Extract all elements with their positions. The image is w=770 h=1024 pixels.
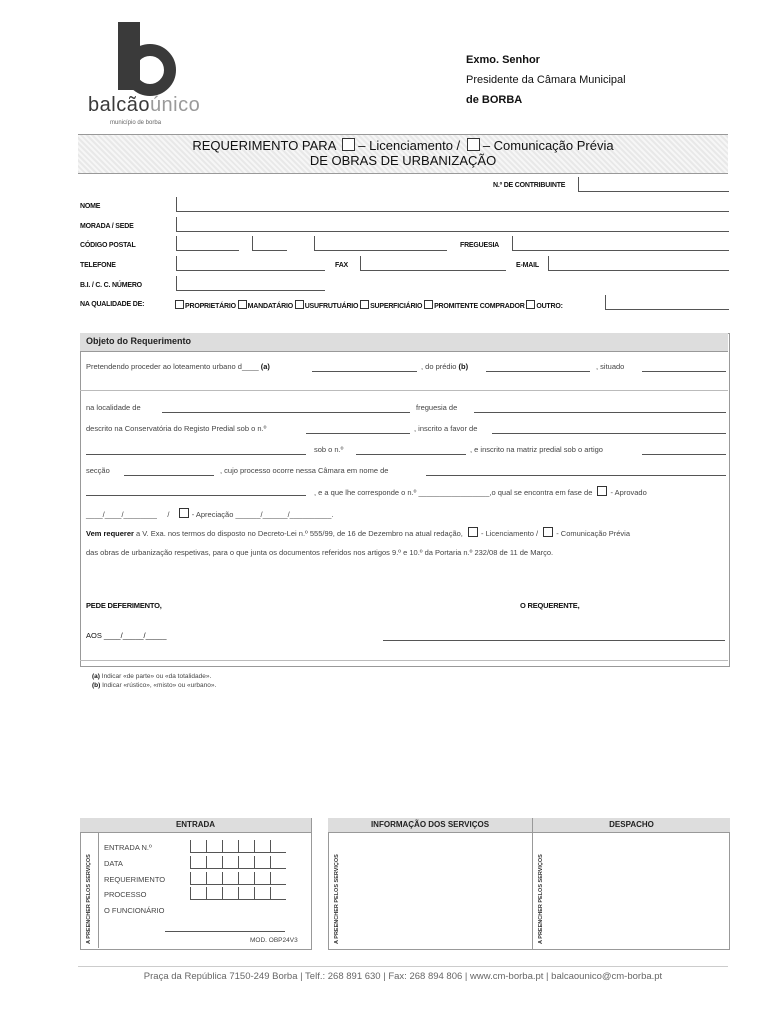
objeto-line1-end: , situado — [596, 362, 625, 371]
informacao-heading: INFORMAÇÃO DOS SERVIÇOS — [328, 818, 532, 833]
matriz-text: , e inscrito na matriz predial sob o artigo — [470, 445, 603, 454]
footer-contact: Praça da República 7150-249 Borba | Telf.: 268 891 630 | Fax: 268 894 806 | www.cm-borba.pt | balcaounico@cm-borba.pt — [78, 966, 728, 982]
obj-freguesia-input[interactable] — [474, 411, 726, 413]
title-option2: – Comunicação Prévia — [482, 138, 614, 153]
panel-divider — [532, 818, 533, 949]
obras-text: das obras de urbanização respetivas, para o que junta os documentos referidos nos artigos 9.º e 10.º da Portaria n.º 232/08 de 11 de Março. — [86, 548, 554, 557]
logo-subtitle: município de borba — [110, 120, 162, 126]
artigo-input[interactable] — [642, 453, 726, 455]
objeto-section — [80, 333, 730, 667]
aprovado-checkbox[interactable] — [597, 486, 607, 496]
option-superficiario: SUPERFICIÁRIO — [370, 303, 423, 310]
processo-label: PROCESSO — [104, 890, 147, 899]
corresponde-text: , e a que lhe corresponde o n.º _________________,o qual se encontra em fase de - Aprovado — [314, 488, 647, 497]
entrada-numero-label: ENTRADA N.º — [104, 843, 152, 852]
proprietario-checkbox[interactable] — [175, 300, 184, 309]
contribuinte-input[interactable] — [578, 177, 729, 192]
form-title — [78, 134, 728, 174]
recipient-block — [466, 50, 626, 110]
nome-input[interactable] — [176, 197, 729, 212]
balcao-unico-logo — [88, 22, 218, 132]
situado-input[interactable] — [642, 370, 726, 372]
conservatoria-text: descrito na Conservatória do Registo Predial sob o n.º — [86, 424, 267, 433]
comunicacao-checkbox[interactable] — [467, 138, 480, 151]
logo-name-accent: único — [149, 94, 201, 116]
despacho-heading: DESPACHO — [532, 818, 730, 833]
qualidade-label: NA QUALIDADE DE: — [80, 301, 145, 308]
inscrito-favor-input[interactable] — [492, 432, 726, 434]
localidade-input[interactable] — [314, 236, 447, 251]
fax-label: FAX — [335, 262, 349, 269]
objeto-header — [80, 333, 728, 352]
qualidade-options — [175, 300, 563, 310]
processo-nome-input[interactable] — [426, 474, 726, 476]
data-label: DATA — [104, 859, 123, 868]
req-comunicacao-checkbox[interactable] — [543, 527, 553, 537]
objeto-line1-mid: , do prédio (b) — [421, 362, 469, 371]
objeto-line1-start: Pretendendo proceder ao loteamento urbano d____ (a) — [86, 362, 270, 371]
seccao-text: secção — [86, 466, 110, 475]
bi-label: B.I. / C. C. NÚMERO — [80, 282, 142, 289]
title-line2: DE OBRAS DE URBANIZAÇÃO — [309, 153, 497, 168]
note-a: (a) Indicar «de parte» ou «da totalidade». — [92, 673, 212, 680]
morada-input[interactable] — [176, 217, 729, 232]
aos-date: AOS ____/_____/_____ — [86, 631, 167, 640]
superficiario-checkbox[interactable] — [360, 300, 369, 309]
obj-localidade-input[interactable] — [162, 411, 410, 413]
email-input[interactable] — [548, 256, 729, 271]
apreciacao-checkbox[interactable] — [179, 508, 189, 518]
informacao-input[interactable] — [346, 833, 528, 945]
morada-label: MORADA / SEDE — [80, 223, 134, 230]
licenciamento-checkbox[interactable] — [342, 138, 355, 151]
seccao-input[interactable] — [124, 474, 214, 476]
informacao-vertical-label: A PREENCHER PELOS SERVIÇOS — [334, 854, 340, 944]
freguesia-label: FREGUESIA — [460, 242, 500, 249]
requerente-label: O REQUERENTE, — [520, 601, 580, 610]
inscrito-favor-text: , inscrito a favor de — [414, 424, 478, 433]
freguesia-input[interactable] — [512, 236, 729, 251]
usufrutuario-checkbox[interactable] — [295, 300, 304, 309]
option-promitente: PROMITENTE COMPRADOR — [434, 303, 525, 310]
promitente-checkbox[interactable] — [424, 300, 433, 309]
option-outro: OUTRO: — [536, 303, 563, 310]
tipo-predio-input[interactable] — [486, 370, 590, 372]
fax-input[interactable] — [360, 256, 506, 271]
option-mandatario: MANDATÁRIO — [247, 303, 293, 310]
option-proprietario: PROPRIETÁRIO — [185, 303, 236, 310]
option-usufrutuario: USUFRUTUÁRIO — [304, 303, 359, 310]
processo-nome-cont-input[interactable] — [86, 494, 306, 496]
localidade-text: na localidade de — [86, 403, 141, 412]
despacho-vertical-label: A PREENCHER PELOS SERVIÇOS — [538, 854, 544, 944]
logo-wordmark — [88, 94, 200, 117]
processo-input[interactable] — [190, 887, 286, 900]
contribuinte-label: N.º DE CONTRIBUINTE — [493, 182, 566, 189]
recipient-line3: de BORBA — [466, 94, 523, 106]
logo-name-main: balcão — [88, 94, 150, 116]
inscricao-input[interactable] — [86, 453, 306, 455]
mandatario-checkbox[interactable] — [238, 300, 247, 309]
objeto-heading: Objeto do Requerimento — [86, 336, 192, 346]
codigo-postal-input-2[interactable] — [252, 236, 287, 251]
entrada-heading: ENTRADA — [80, 818, 311, 833]
req-licenciamento-checkbox[interactable] — [468, 527, 478, 537]
nome-label: NOME — [80, 203, 101, 210]
requerimento-label: REQUERIMENTO — [104, 875, 166, 884]
entrada-numero-input[interactable] — [190, 840, 286, 853]
codigo-postal-input-1[interactable] — [176, 236, 239, 251]
requerimento-input[interactable] — [190, 872, 286, 885]
outro-checkbox[interactable] — [526, 300, 535, 309]
title-option1: – Licenciamento / — [358, 138, 461, 153]
bi-input[interactable] — [176, 276, 325, 291]
separator — [80, 390, 728, 391]
pede-deferimento: PEDE DEFERIMENTO, — [86, 601, 162, 610]
title-prefix: REQUERIMENTO PARA — [192, 138, 336, 153]
outro-input[interactable] — [605, 295, 729, 310]
recipient-line1: Exmo. Senhor — [466, 54, 540, 66]
recipient-line2: Presidente da Câmara Municipal — [466, 74, 626, 86]
aprovado-data-text: ____/____/________ / - Apreciação ______/______/__________. — [86, 510, 334, 519]
note-b: (b) Indicar «rústico», «misto» ou «urbano». — [92, 682, 217, 689]
funcionario-label: O FUNCIONÁRIO — [104, 906, 165, 915]
registo-numero-input[interactable] — [306, 432, 410, 434]
despacho-input[interactable] — [550, 833, 725, 945]
telefone-input[interactable] — [176, 256, 325, 271]
entrada-divider — [98, 833, 99, 948]
separator — [80, 660, 728, 661]
telefone-label: TELEFONE — [80, 262, 116, 269]
mod-code: MOD. OBP24V3 — [250, 937, 298, 944]
sob-numero-text: sob o n.º — [314, 445, 344, 454]
sob-numero-input[interactable] — [356, 453, 466, 455]
email-label: E-MAIL — [516, 262, 539, 269]
processo-nome-text: , cujo processo ocorre nessa Câmara em nome de — [220, 466, 389, 475]
obj-freguesia-text: freguesia de — [416, 403, 458, 412]
prédio-parte-input[interactable] — [312, 370, 417, 372]
entrada-vertical-label: A PREENCHER PELOS SERVIÇOS — [86, 854, 92, 944]
codigo-postal-label: CÓDIGO POSTAL — [80, 242, 136, 249]
requerente-signature-line[interactable] — [383, 639, 725, 641]
data-input[interactable] — [190, 856, 286, 869]
vem-requerer-text: Vem requerer a V. Exa. nos termos do disposto no Decreto-Lei n.º 555/99, de 16 de Dezembro na atual redação, - Licenciamento / - Comunicação Prévia — [86, 529, 630, 538]
funcionario-signature-line[interactable] — [165, 930, 285, 932]
